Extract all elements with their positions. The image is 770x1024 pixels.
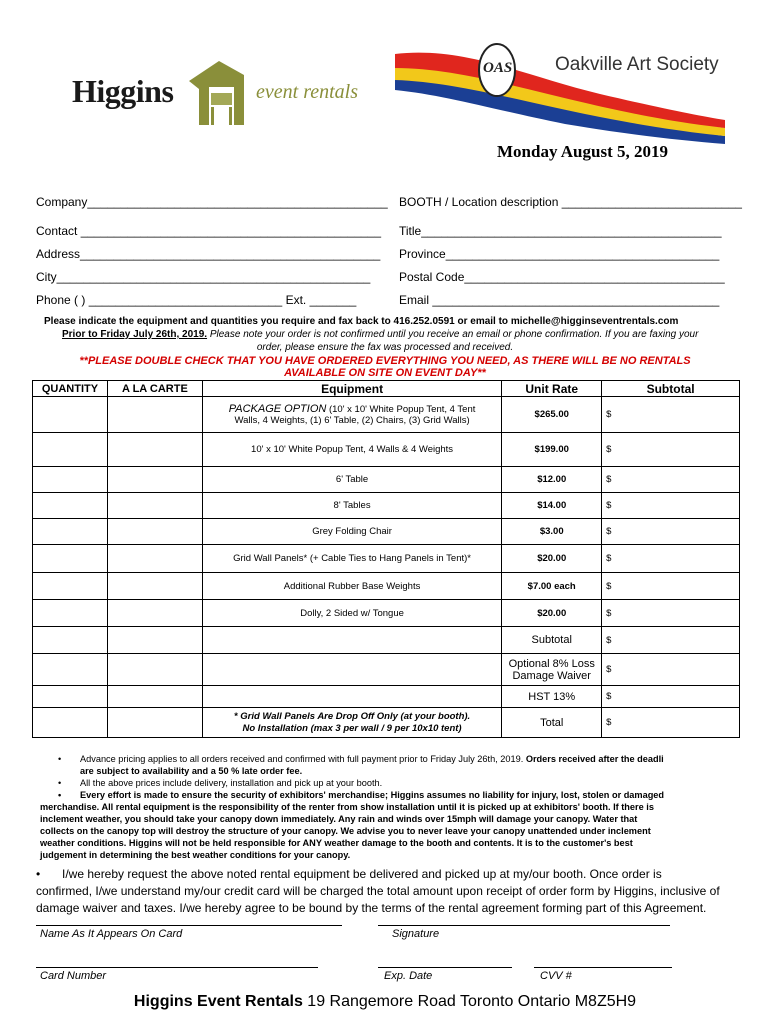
subtotal-cell[interactable]: $	[602, 573, 740, 600]
bullet-icon: •	[36, 867, 41, 881]
item-name: 8' Tables	[202, 493, 501, 519]
rate-cell: $12.00	[502, 467, 602, 493]
term-text: Every effort is made to ensure the security of exhibitors' merchandise; Higgins assumes no liability for injury, lost, stolen or damaged	[80, 790, 665, 800]
quantity-cell[interactable]	[33, 627, 108, 654]
item-name: 6' Table	[202, 467, 501, 493]
subtotal-cell[interactable]: $	[602, 397, 740, 433]
subtotal-cell[interactable]: $	[602, 627, 740, 654]
term-text-bold: Orders received after the deadli	[525, 754, 664, 764]
table-row	[33, 467, 740, 493]
table-row	[33, 519, 740, 545]
agreement-line2: confirmed, I/we understand my/our credit card will be charged the total amount upon receipt of order form by Higgins, inclusive of	[36, 884, 720, 898]
exp-date-label: Exp. Date	[384, 970, 433, 982]
instructions-line3: order, please ensure the fax was processed and received.	[256, 342, 514, 353]
alacarte-cell[interactable]	[107, 686, 202, 708]
deadline-text: Prior to Friday July 26th, 2019.	[62, 329, 208, 340]
damage-waiver-line2: Damage Waiver	[512, 669, 591, 682]
name-on-card-line[interactable]	[36, 925, 342, 926]
footer-address: 19 Rangemore Road Toronto Ontario M8Z5H9	[302, 993, 637, 1010]
booth-field[interactable]: BOOTH / Location description ___________________________	[399, 195, 742, 209]
confirmation-note: Please note your order is not confirmed until you receive an email or phone confirmation. If you are faxing your	[207, 329, 699, 340]
address-field[interactable]: Address_____________________________________________	[36, 247, 381, 261]
bullet-icon: •	[58, 754, 62, 764]
signature-line[interactable]	[378, 925, 670, 926]
term-text: judgement in determining the best weather conditions for your canopy.	[40, 850, 351, 860]
spacer-cell	[202, 686, 501, 708]
table-row	[33, 573, 740, 600]
item-name: Grid Wall Panels* (+ Cable Ties to Hang Panels in Tent)*	[202, 545, 501, 573]
agreement-line1: I/we hereby request the above noted rental equipment be delivered and picked up at my/our booth. Once order is	[62, 867, 662, 881]
spacer-cell	[202, 627, 501, 654]
alacarte-cell[interactable]	[107, 519, 202, 545]
rate-cell: $20.00	[502, 545, 602, 573]
rate-cell: $7.00 each	[502, 573, 602, 600]
total-label: Total	[502, 708, 602, 738]
alacarte-cell[interactable]	[107, 493, 202, 519]
table-row	[33, 433, 740, 467]
list-item	[40, 789, 730, 861]
table-row	[33, 708, 740, 738]
quantity-cell[interactable]	[33, 654, 108, 686]
bullet-icon: •	[58, 790, 62, 800]
total-cell[interactable]: $	[602, 708, 740, 738]
subtotal-cell[interactable]: $	[602, 600, 740, 627]
quantity-cell[interactable]	[33, 600, 108, 627]
quantity-cell[interactable]	[33, 467, 108, 493]
term-text: inclement weather, you should take your canopy down immediately. Any rain and winds over 15mph will damage your canopy. Water that	[40, 814, 638, 824]
oas-logo	[395, 40, 735, 145]
contact-field[interactable]: Contact _____________________________________________	[36, 224, 382, 238]
package-desc1: (10' x 10' White Popup Tent, 4 Tent	[326, 404, 476, 415]
alacarte-cell[interactable]	[107, 433, 202, 467]
signature-label: Signature	[392, 928, 440, 940]
damage-waiver-label	[502, 654, 602, 686]
card-number-line[interactable]	[36, 967, 318, 968]
quantity-cell[interactable]	[33, 493, 108, 519]
list-item	[40, 777, 730, 789]
rate-cell: $3.00	[502, 519, 602, 545]
grid-wall-note2: No Installation (max 3 per wall / 9 per 10x10 tent)	[242, 722, 462, 734]
alacarte-cell[interactable]	[107, 397, 202, 433]
alacarte-cell[interactable]	[107, 627, 202, 654]
postal-code-field[interactable]: Postal Code_______________________________________	[399, 270, 725, 284]
subtotal-label: Subtotal	[502, 627, 602, 654]
table-row	[33, 627, 740, 654]
quantity-cell[interactable]	[33, 708, 108, 738]
hst-cell[interactable]: $	[602, 686, 740, 708]
oas-name: Oakville Art Society	[555, 54, 719, 75]
terms-list	[40, 753, 730, 861]
equipment-header: Equipment	[202, 381, 501, 397]
event-date: Monday August 5, 2019	[497, 142, 668, 161]
subtotal-cell[interactable]: $	[602, 493, 740, 519]
quantity-cell[interactable]	[33, 519, 108, 545]
alacarte-cell[interactable]	[107, 467, 202, 493]
higgins-logo	[72, 45, 372, 135]
phone-field[interactable]: Phone ( ) _____________________________ Ext. _______	[36, 293, 357, 307]
term-text: merchandise. All rental equipment is the responsibility of the renter from show installation until it is picked up at exhibitors' booth. If there is	[40, 802, 654, 812]
warning-line1: **PLEASE DOUBLE CHECK THAT YOU HAVE ORDERED EVERYTHING YOU NEED, AS THERE WILL BE NO RENTALS	[79, 355, 691, 367]
grid-wall-note	[202, 708, 501, 738]
table-row	[33, 493, 740, 519]
table-row	[33, 686, 740, 708]
unit-rate-header: Unit Rate	[502, 381, 602, 397]
subtotal-cell[interactable]: $	[602, 519, 740, 545]
subtotal-cell[interactable]: $	[602, 467, 740, 493]
province-field[interactable]: Province_________________________________________	[399, 247, 720, 261]
damage-waiver-line1: Optional 8% Loss	[508, 657, 595, 670]
quantity-cell[interactable]	[33, 545, 108, 573]
card-number-label: Card Number	[40, 970, 107, 982]
quantity-cell[interactable]	[33, 686, 108, 708]
email-field[interactable]: Email ___________________________________________	[399, 293, 720, 307]
subtotal-header: Subtotal	[602, 381, 740, 397]
cvv-label: CVV #	[540, 970, 572, 982]
name-on-card-label: Name As It Appears On Card	[40, 928, 183, 940]
alacarte-cell[interactable]	[107, 573, 202, 600]
exp-date-line[interactable]	[378, 967, 512, 968]
table-row	[33, 397, 740, 433]
package-desc2: Walls, 4 Weights, (1) 6' Table, (2) Chairs, (3) Grid Walls)	[234, 415, 470, 426]
table-row	[33, 600, 740, 627]
rate-cell: $14.00	[502, 493, 602, 519]
bullet-icon: •	[58, 778, 62, 788]
quantity-header: QUANTITY	[33, 381, 108, 397]
table-row	[33, 654, 740, 686]
alacarte-cell[interactable]	[107, 708, 202, 738]
item-name: Additional Rubber Base Weights	[202, 573, 501, 600]
cvv-line[interactable]	[534, 967, 672, 968]
higgins-logo-word: Higgins	[72, 73, 174, 109]
item-name: Dolly, 2 Sided w/ Tongue	[202, 600, 501, 627]
term-text: collects on the canopy top will destroy the structure of your canopy. We advise you to never leave your canopy unattended under inclement	[40, 826, 651, 836]
agreement-line3: damage waiver and taxes. I/we hereby agree to be bound by the terms of the rental agreement forming part of this Agreement.	[36, 901, 707, 915]
item-name: Grey Folding Chair	[202, 519, 501, 545]
rate-cell: $199.00	[502, 433, 602, 467]
rate-cell: $20.00	[502, 600, 602, 627]
agreement-text	[36, 866, 736, 917]
oas-monogram: OAS	[483, 60, 513, 76]
hst-label: HST 13%	[502, 686, 602, 708]
term-text: All the above prices include delivery, installation and pick up at your booth.	[80, 778, 383, 788]
agreement-line1-wrap	[36, 866, 736, 883]
subtotal-cell[interactable]: $	[602, 545, 740, 573]
term-text-bold: are subject to availability and a 50 % late order fee.	[80, 766, 303, 776]
damage-waiver-cell[interactable]: $	[602, 654, 740, 686]
order-table	[32, 380, 740, 738]
term-text: weather conditions. Higgins will not be held responsible for ANY weather damage to the booth and contents. It is to the customer's best	[40, 838, 633, 848]
spacer-cell	[202, 654, 501, 686]
company-field[interactable]: Company_____________________________________________	[36, 195, 388, 209]
title-field[interactable]: Title_____________________________________________	[399, 224, 722, 238]
alacarte-cell[interactable]	[107, 654, 202, 686]
subtotal-cell[interactable]: $	[602, 433, 740, 467]
package-title: PACKAGE OPTION	[228, 403, 327, 415]
table-row	[33, 545, 740, 573]
city-field[interactable]: City_______________________________________________	[36, 270, 371, 284]
warning-line2: AVAILABLE ON SITE ON EVENT DAY**	[284, 367, 486, 379]
quantity-cell[interactable]	[33, 433, 108, 467]
chair-icon	[184, 53, 254, 133]
alacarte-cell[interactable]	[107, 545, 202, 573]
instructions-line1: Please indicate the equipment and quantities you require and fax back to 416.252.0591 or email to michelle@higginseventrentals.com	[44, 316, 679, 327]
rate-cell: $265.00	[502, 397, 602, 433]
quantity-cell[interactable]	[33, 573, 108, 600]
table-header-row	[33, 381, 740, 397]
package-option-cell	[202, 397, 501, 433]
footer	[0, 993, 770, 1011]
alacarte-cell[interactable]	[107, 600, 202, 627]
quantity-cell[interactable]	[33, 397, 108, 433]
higgins-logo-sub: event rentals	[256, 81, 359, 103]
alacarte-header: A LA CARTE	[107, 381, 202, 397]
item-name: 10' x 10' White Popup Tent, 4 Walls & 4 Weights	[202, 433, 501, 467]
grid-wall-note1: * Grid Wall Panels Are Drop Off Only (at your booth).	[233, 710, 471, 722]
term-text: Advance pricing applies to all orders received and confirmed with full payment prior to Friday July 26th, 2019.	[80, 754, 526, 764]
footer-company: Higgins Event Rentals	[133, 993, 303, 1010]
instructions-line2	[62, 329, 698, 340]
list-item	[40, 753, 730, 777]
